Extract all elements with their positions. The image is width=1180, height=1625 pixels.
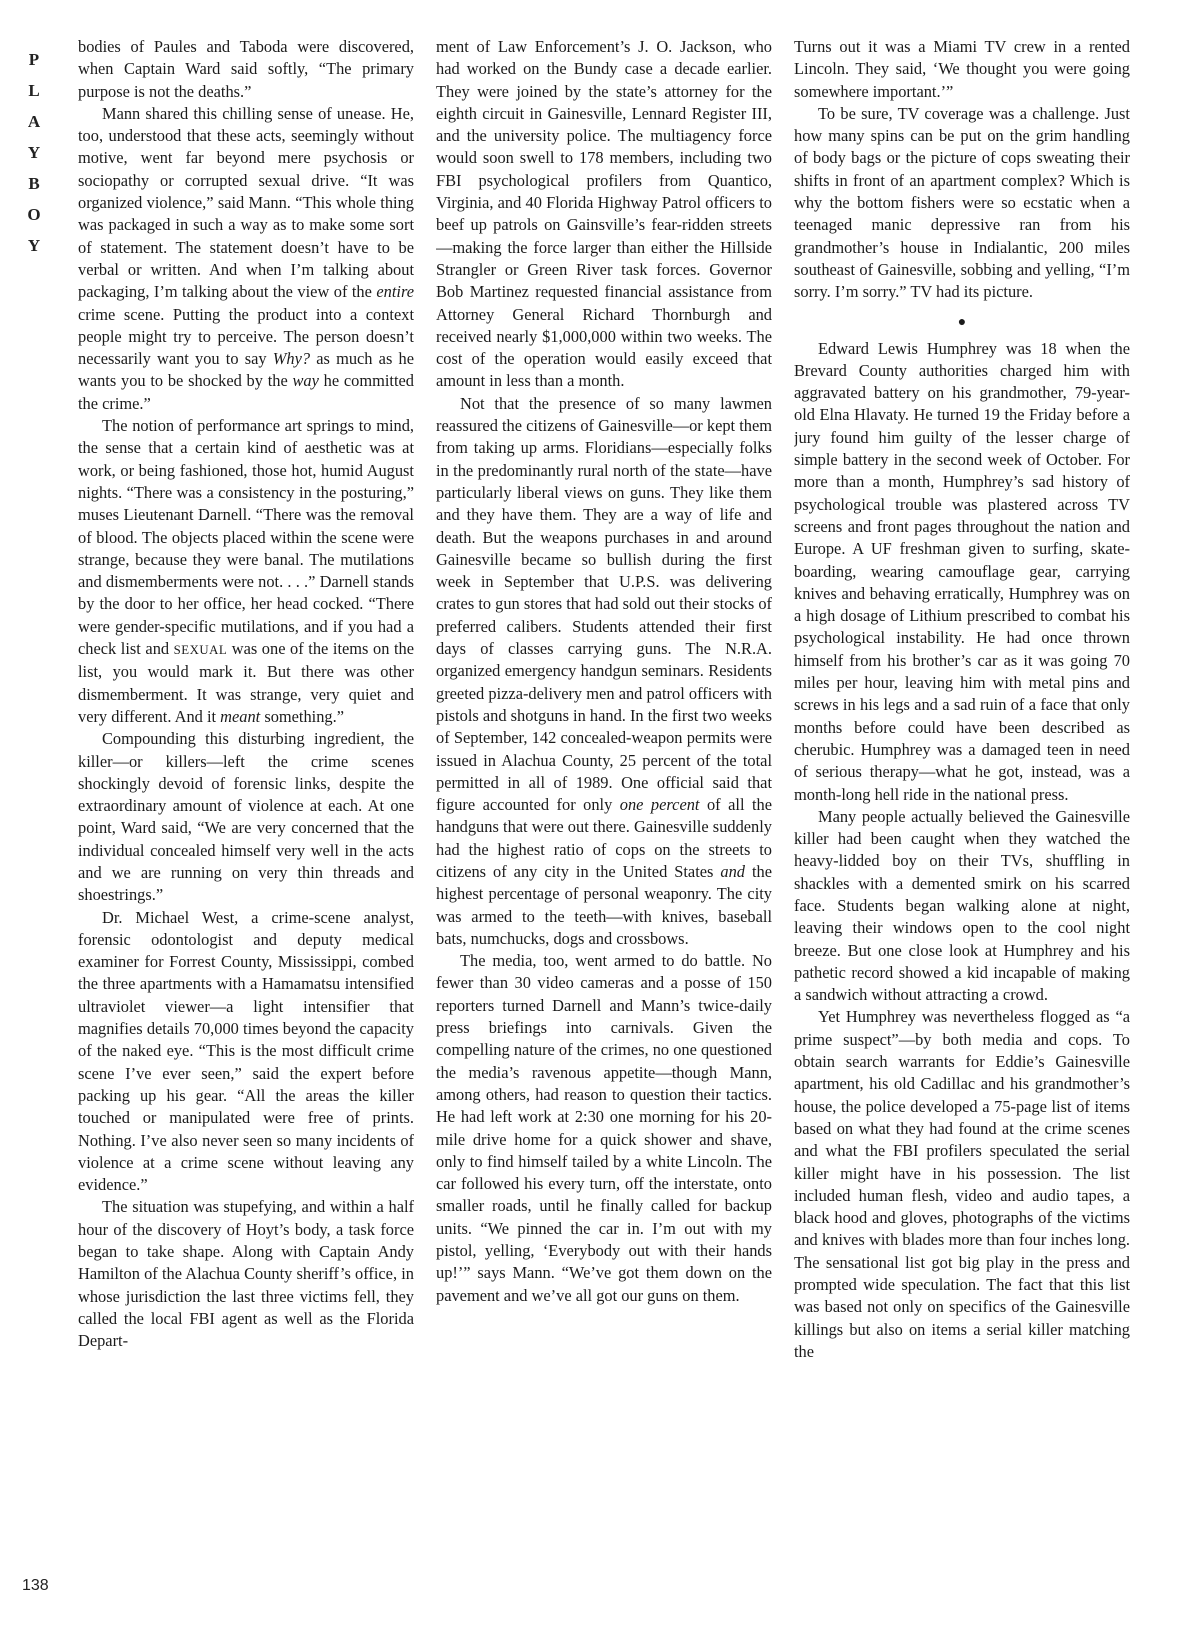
paragraph <box>78 1196 414 1352</box>
paragraph <box>436 393 772 950</box>
paragraph <box>78 103 414 415</box>
article-body <box>78 36 1130 1616</box>
italic-text: way <box>292 371 319 391</box>
italic-text: entire <box>376 282 414 302</box>
running-head-letter: O <box>27 205 41 224</box>
text-run: Turns out it was a Miami TV crew in a rented Lincoln. They said, ‘We thought you were going somewhere important.’” <box>794 37 1130 101</box>
text-run: Many people actually believed the Gainesville killer had been caught when they watched the heavy-lidded boy on their TVs, shuffling in shackles with a demented smirk on his scarred face. Students began walking alone at night, leaving their windows open to the cool night breeze. But one close look at Humphrey and his pathetic record showed a kid incapable of making a sandwich without attracting a crowd. <box>794 806 1130 1005</box>
paragraph <box>794 103 1130 304</box>
paragraph <box>794 806 1130 1007</box>
text-run: was one of the items on the list, you would mark it. But there was other dismemberment. It was strange, very quiet and very different. And it <box>78 639 414 726</box>
text-run: as much as he wants you to be shocked by the <box>78 349 414 391</box>
column-2 <box>436 36 772 1616</box>
text-run: Compounding this disturbing ingredient, the killer—or killers—left the crime scenes shockingly devoid of forensic links, despite the extraordinary amount of violence at each. At one point, Ward said, “We are very concerned that the individual concealed himself very well in the acts and we are running on very thin threads and shoestrings.” <box>78 729 414 905</box>
text-run: The situation was stupefying, and within a half hour of the discovery of Hoyt’s body, a task force began to take shape. Along with Captain Andy Hamilton of the Alachua County sheriff’s office, in whose jurisdiction the last three victims fell, they called the local FBI agent as well as the Florida Depart- <box>78 1197 414 1351</box>
paragraph <box>794 1006 1130 1363</box>
running-head-letter: L <box>28 81 40 100</box>
section-break-bullet: ● <box>957 314 967 330</box>
paragraph <box>78 415 414 728</box>
text-run: crime scene. Putting the product into a context people might try to perceive. The person doesn’t necessarily want you to say <box>78 304 414 369</box>
italic-text: meant <box>220 706 261 726</box>
page-number: 138 <box>22 1577 49 1594</box>
paragraph <box>436 36 772 393</box>
text-run: bodies of Paules and Taboda were discovered, when Captain Ward said softly, “The primary purpose is not the deaths.” <box>78 37 414 101</box>
column-3 <box>794 36 1130 1616</box>
paragraph <box>78 907 414 1197</box>
text-run: To be sure, TV coverage was a challenge. Just how many spins can be put on the grim handling of body bags or the picture of cops sweating their shifts in front of an apartment complex? Which is why the bottom fishers were so ecstatic when a teenaged manic depressive ran from his grandmother’s house in Indialantic, 200 miles southeast of Gainesville, sobbing and yelling, “I’m sorry. I’m sorry.” TV had its picture. <box>794 103 1130 302</box>
text-run: The media, too, went armed to do battle. No fewer than 30 video cameras and a posse of 150 reporters turned Darnell and Mann’s twice-daily press briefings into carnivals. Given the compelling nature of the crimes, no one questioned the media’s ravenous appetite—though Mann, among others, had reason to question their tactics. He had left work at 2:30 one morning for his 20-mile drive home for a quick shower and shave, only to find himself tailed by a white Lincoln. The car followed his every turn, off the interstate, onto smaller roads, until he finally called for backup units. “We pinned the car in. I’m out with my pistol, yelling, ‘Everybody out with their hands up!’” says Mann. “We’ve got them down on the pavement and we’ve all got our guns on them. <box>436 951 772 1305</box>
text-run: of all the handguns that were out there. Gainesville suddenly had the highest ratio of cops on the streets to citizens of any city in the United States <box>436 795 772 881</box>
paragraph <box>78 36 414 103</box>
text-run: he committed the crime.” <box>78 371 414 413</box>
italic-text: and <box>720 861 745 881</box>
running-head <box>14 44 54 261</box>
paragraph <box>436 950 772 1307</box>
running-head-letter: Y <box>27 236 41 255</box>
column-1 <box>78 36 414 1616</box>
running-head-letter: A <box>27 112 41 131</box>
paragraph <box>794 338 1130 806</box>
text-run: ment of Law Enforcement’s J. O. Jackson, who had worked on the Bundy case a decade earlier. They were joined by the state’s attorney for the eighth circuit in Gainesville, Lennard Register III, and the university police. The multiagency force would soon swell to 178 members, including two FBI psychological profilers from Quantico, Virginia, and 40 Florida Highway Patrol officers to beef up patrols on Gainsville’s fear-ridden streets—making the force larger than either the Hillside Strangler or Green River task forces. Governor Bob Martinez requested financial assistance from Attorney General Richard Thornburgh and received nearly $1,000,000 within two weeks. The cost of the operation would easily exceed that amount in less than a month. <box>436 37 772 391</box>
running-head-letter: Y <box>27 143 41 162</box>
italic-text: Why? <box>272 349 311 369</box>
text-run: Dr. Michael West, a crime-scene analyst, forensic odontologist and deputy medical examiner for Forrest County, Mississippi, combed the three apartments with a Hamamatsu intensified ultraviolet viewer—a light intensifier that magnifies details 70,000 times beyond the capacity of the naked eye. “This is the most difficult crime scene I’ve ever seen,” said the expert before packing up his gear. “All the areas the killer touched or manipulated were free of prints. Nothing. I’ve also never seen so many incidents of violence at a crime scene without leaving any evidence.” <box>78 907 414 1195</box>
text-run: The notion of performance art springs to mind, the sense that a certain kind of aesthetic was at work, or being fashioned, those hot, humid August nights. “There was a consistency in the posturing,” muses Lieutenant Darnell. “There was the removal of blood. The objects placed within the scene were strange, because they were banal. The mutilations and dismemberments were not. . . .” Darnell stands by the door to her office, her head cocked. “There were gender-specific mutilations, and if you had a check list and <box>78 416 414 659</box>
text-run: Mann shared this chilling sense of unease. He, too, understood that these acts, seemingly without motive, went far beyond mere psychosis or sociopathy or corrupted sexual drive. “It was organized violence,” said Mann. “This whole thing was packaged in such a way as to make some sort of statement. The statement doesn’t have to be verbal or written. And when I’m talking about packaging, I’m talking about the view of the <box>78 103 414 302</box>
text-run: Not that the presence of so many lawmen reassured the citizens of Gainesville—or kept them from taking up arms. Floridians—especially folks in the predominantly rural north of the state—have particularly liberal views on guns. They like them and they have them. They are a way of life and death. But the weapons purchases in and around Gainesville became so bullish during the first week in September that U.P.S. was delivering crates to gun stores that had sold out their stocks of preferred calibers. Students attended their first days of classes carrying guns. The N.R.A. organized emergency handgun seminars. Residents greeted pizza-delivery men and patrol officers with pistols and shotguns in hand. In the first two weeks of September, 142 concealed-weapon permits were issued in Alachua County, 25 percent of the total permitted in all of 1989. One official said that figure accounted for only <box>436 393 772 815</box>
small-caps-text: SEXUAL <box>173 643 228 658</box>
text-run: the highest percentage of personal weaponry. The city was armed to the teeth—with knives, baseball bats, numchucks, dogs and crossbows. <box>436 861 772 948</box>
paragraph <box>794 36 1130 103</box>
text-run: Edward Lewis Humphrey was 18 when the Brevard County authorities charged him with aggravated battery on his grandmother, 79-year-old Elna Hlavaty. He turned 19 the Friday before a jury found him guilty of the lesser charge of simple battery in the second week of October. For more than a month, Humphrey’s sad history of psychological trouble was plastered across TV screens and front pages throughout the nation and Europe. A UF freshman given to surfing, skate-boarding, wearing camouflage gear, carrying knives and behaving erratically, Humphrey was on a high dosage of Lithium prescribed to combat his psychological instability. He had once thrown himself from his brother’s car as it was going 70 miles per hour, leaving him with metal pins and screws in his legs and a sad ruin of a face that only months before could have been described as cherubic. Humphrey was a damaged teen in need of serious therapy—what he got, instead, was a month-long hell ride in the national press. <box>794 338 1130 804</box>
paragraph <box>78 728 414 906</box>
running-head-letter: B <box>28 174 40 193</box>
running-head-letter: P <box>28 50 40 69</box>
text-run: something.” <box>260 706 344 726</box>
text-run: Yet Humphrey was nevertheless flogged as “a prime suspect”—by both media and cops. To obtain search warrants for Eddie’s Gainesville apartment, his old Cadillac and his grandmother’s house, the police developed a 75-page list of items based on what they had found at the crime scenes and what the FBI profilers speculated the serial killer might have in his possession. The list included human flesh, video and audio tapes, a black hood and gloves, photographs of the victims and knives with blades more than four inches long. The sensational list got big play in the press and prompted wide speculation. The fact that this list was based not only on specifics of the Gainesville killings but also on items a serial killer matching the <box>794 1007 1130 1361</box>
italic-text: one percent <box>619 795 700 815</box>
